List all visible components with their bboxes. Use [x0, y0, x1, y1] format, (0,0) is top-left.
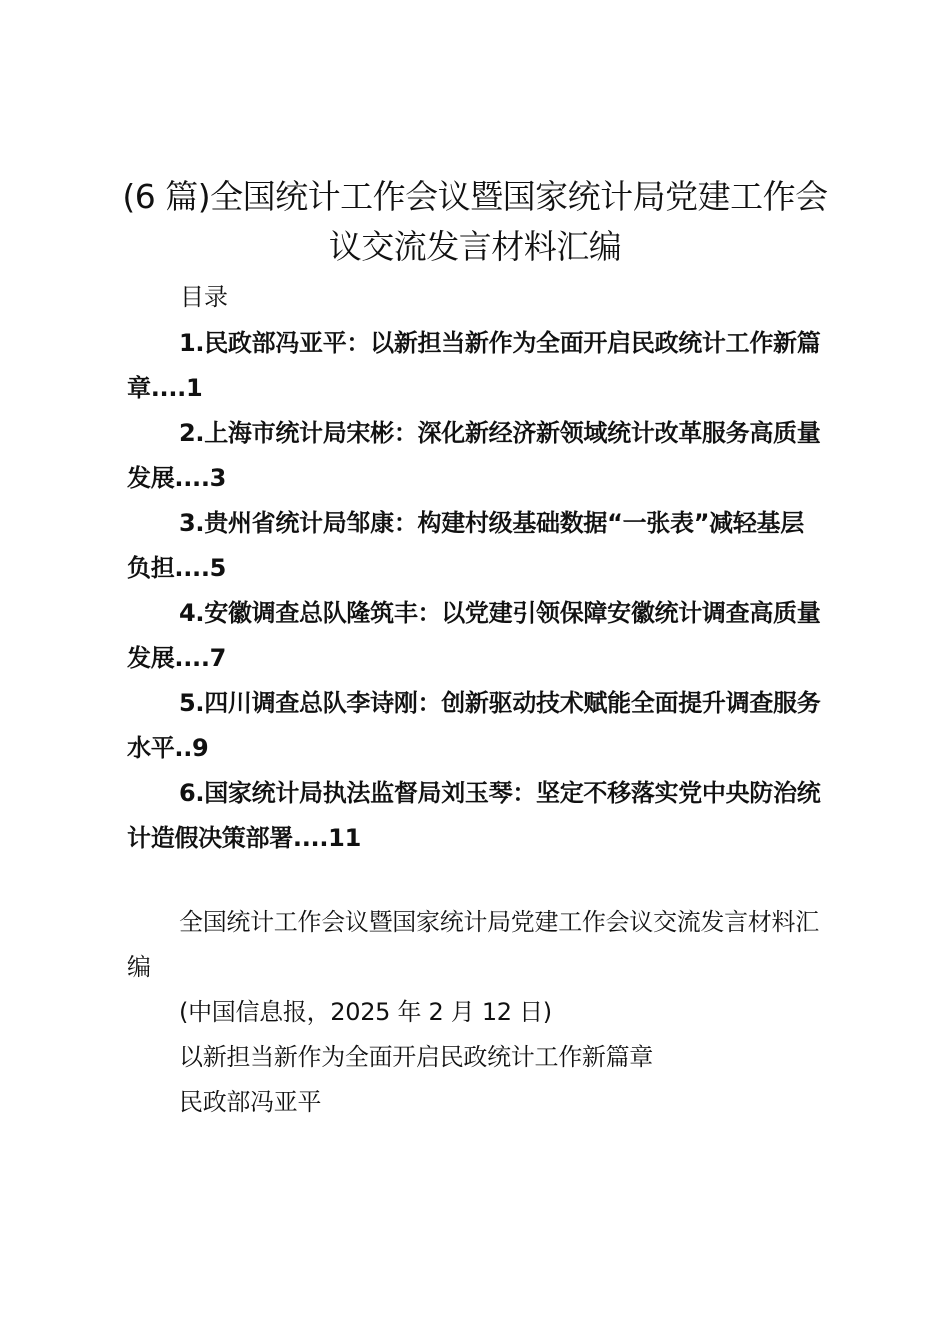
- toc-item-2[interactable]: 2.上海市统计局宋彬：深化新经济新领域统计改革服务高质量发展....3: [127, 419, 821, 492]
- toc-item-4[interactable]: 4.安徽调查总队隆筑丰：以党建引领保障安徽统计调查高质量发展....7: [127, 599, 821, 672]
- body-source: (中国信息报，2025 年 2 月 12 日): [179, 998, 552, 1026]
- toc-item-5[interactable]: 5.四川调查总队李诗刚：创新驱动技术赋能全面提升调查服务水平..9: [127, 689, 821, 762]
- article-author: 民政部冯亚平: [179, 1088, 322, 1116]
- article-title: 以新担当新作为全面开启民政统计工作新篇章: [179, 1043, 653, 1071]
- toc-heading: 目录: [180, 283, 228, 311]
- document-title: (6 篇)全国统计工作会议暨国家统计局党建工作会议交流发言材料汇编: [122, 177, 828, 266]
- toc-item-1[interactable]: 1.民政部冯亚平：以新担当新作为全面开启民政统计工作新篇章....1: [127, 329, 821, 402]
- body-heading: 全国统计工作会议暨国家统计局党建工作会议交流发言材料汇编: [127, 908, 819, 981]
- document-body: [127, 900, 827, 1125]
- table-of-contents: [127, 321, 827, 861]
- toc-item-6[interactable]: 6.国家统计局执法监督局刘玉琴：坚定不移落实党中央防治统计造假决策部署....11: [127, 779, 821, 852]
- toc-item-3[interactable]: 3.贵州省统计局邹康：构建村级基础数据“一张表”减轻基层负担....5: [127, 509, 804, 582]
